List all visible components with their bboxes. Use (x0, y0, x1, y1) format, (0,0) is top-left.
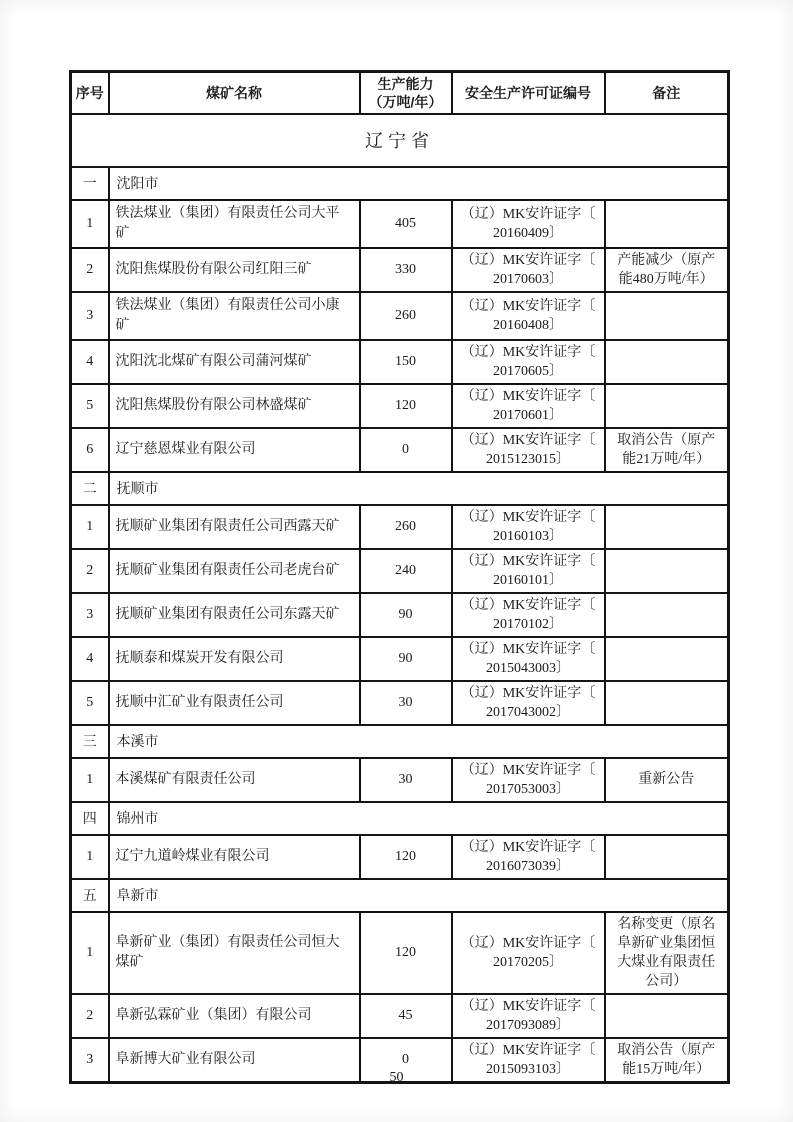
header-col-license: 安全生产许可证编号 (452, 72, 605, 114)
mine-name: 本溪煤矿有限责任公司 (109, 758, 360, 802)
row-number: 3 (71, 292, 109, 340)
city-section-row (71, 802, 729, 835)
capacity-value: 405 (360, 200, 452, 248)
mine-row (71, 637, 729, 681)
table-header-row (71, 72, 729, 114)
license-number (452, 292, 605, 340)
mine-name: 辽宁慈恩煤业有限公司 (109, 428, 360, 472)
section-index: 四 (71, 802, 109, 835)
remark (605, 835, 729, 879)
capacity-value: 30 (360, 758, 452, 802)
license-code: 20160101〕 (493, 572, 563, 588)
row-number: 4 (71, 340, 109, 384)
license-code: 2017043002〕 (486, 704, 570, 720)
license-prefix: （辽）MK安许证字〔 (460, 553, 596, 569)
row-number: 2 (71, 549, 109, 593)
license-number (452, 912, 605, 994)
remark: 产能减少（原产能480万吨/年） (605, 248, 729, 292)
license-code: 20170603〕 (493, 271, 563, 287)
city-section-row (71, 725, 729, 758)
license-number (452, 505, 605, 549)
mine-name: 沈阳沈北煤矿有限公司蒲河煤矿 (109, 340, 360, 384)
row-number: 4 (71, 637, 109, 681)
license-number (452, 200, 605, 248)
mine-name: 阜新弘霖矿业（集团）有限公司 (109, 994, 360, 1038)
capacity-value: 150 (360, 340, 452, 384)
license-prefix: （辽）MK安许证字〔 (460, 206, 596, 222)
license-prefix: （辽）MK安许证字〔 (460, 839, 596, 855)
remark (605, 994, 729, 1038)
license-prefix: （辽）MK安许证字〔 (460, 998, 596, 1014)
mine-name: 沈阳焦煤股份有限公司红阳三矿 (109, 248, 360, 292)
license-number (452, 593, 605, 637)
header-capacity-line2: （万吨/年） (368, 93, 443, 110)
mine-name: 抚顺矿业集团有限责任公司东露天矿 (109, 593, 360, 637)
license-number (452, 637, 605, 681)
license-prefix: （辽）MK安许证字〔 (460, 298, 596, 314)
city-name: 锦州市 (109, 802, 729, 835)
license-number (452, 758, 605, 802)
row-number: 5 (71, 681, 109, 725)
row-number: 2 (71, 994, 109, 1038)
mine-name: 沈阳焦煤股份有限公司林盛煤矿 (109, 384, 360, 428)
license-code: 2015043003〕 (486, 660, 570, 676)
mine-row (71, 384, 729, 428)
section-index: 二 (71, 472, 109, 505)
header-col-capacity (360, 72, 452, 114)
license-prefix: （辽）MK安许证字〔 (460, 344, 596, 360)
mine-row (71, 681, 729, 725)
capacity-value: 0 (360, 1038, 452, 1083)
license-number (452, 428, 605, 472)
license-prefix: （辽）MK安许证字〔 (460, 641, 596, 657)
capacity-value: 45 (360, 994, 452, 1038)
capacity-value: 120 (360, 384, 452, 428)
mine-name: 阜新博大矿业有限公司 (109, 1038, 360, 1083)
license-number (452, 549, 605, 593)
province-name: 辽宁省 (71, 114, 729, 167)
license-code: 20170605〕 (493, 363, 563, 379)
remark (605, 340, 729, 384)
row-number: 1 (71, 200, 109, 248)
city-name: 阜新市 (109, 879, 729, 912)
mine-row (71, 994, 729, 1038)
mine-name: 抚顺中汇矿业有限责任公司 (109, 681, 360, 725)
row-number: 3 (71, 1038, 109, 1083)
capacity-value: 90 (360, 593, 452, 637)
remark: 取消公告（原产能21万吨/年） (605, 428, 729, 472)
remark (605, 637, 729, 681)
row-number: 1 (71, 758, 109, 802)
remark (605, 384, 729, 428)
license-code: 20160103〕 (493, 528, 563, 544)
mine-row (71, 593, 729, 637)
remark: 重新公告 (605, 758, 729, 802)
license-code: 20170102〕 (493, 616, 563, 632)
row-number: 1 (71, 835, 109, 879)
remark: 取消公告（原产能15万吨/年） (605, 1038, 729, 1083)
mine-name: 阜新矿业（集团）有限责任公司恒大煤矿 (109, 912, 360, 994)
mine-name: 抚顺矿业集团有限责任公司西露天矿 (109, 505, 360, 549)
mine-name: 铁法煤业（集团）有限责任公司大平矿 (109, 200, 360, 248)
section-index: 五 (71, 879, 109, 912)
license-number (452, 681, 605, 725)
capacity-value: 90 (360, 637, 452, 681)
row-number: 1 (71, 912, 109, 994)
header-capacity-line1: 生产能力 (377, 75, 434, 92)
license-code: 2017053003〕 (486, 781, 570, 797)
mine-row (71, 292, 729, 340)
section-index: 一 (71, 167, 109, 200)
remark (605, 681, 729, 725)
license-prefix: （辽）MK安许证字〔 (460, 935, 596, 951)
city-section-row (71, 472, 729, 505)
row-number: 5 (71, 384, 109, 428)
mine-row (71, 912, 729, 994)
license-prefix: （辽）MK安许证字〔 (460, 597, 596, 613)
capacity-value: 120 (360, 912, 452, 994)
mine-row (71, 340, 729, 384)
section-index: 三 (71, 725, 109, 758)
remark (605, 549, 729, 593)
license-code: 20160409〕 (493, 225, 563, 241)
remark (605, 505, 729, 549)
mine-row (71, 248, 729, 292)
row-number: 1 (71, 505, 109, 549)
city-name: 抚顺市 (109, 472, 729, 505)
license-code: 2015123015〕 (486, 451, 570, 467)
license-prefix: （辽）MK安许证字〔 (460, 388, 596, 404)
remark: 名称变更（原名阜新矿业集团恒大煤业有限责任公司） (605, 912, 729, 994)
coal-mine-table (69, 70, 730, 1084)
mine-row (71, 200, 729, 248)
row-number: 6 (71, 428, 109, 472)
license-number (452, 835, 605, 879)
remark (605, 200, 729, 248)
license-code: 2016073039〕 (486, 858, 570, 874)
capacity-value: 260 (360, 505, 452, 549)
license-number (452, 384, 605, 428)
license-prefix: （辽）MK安许证字〔 (460, 252, 596, 268)
row-number: 3 (71, 593, 109, 637)
mine-name: 铁法煤业（集团）有限责任公司小康矿 (109, 292, 360, 340)
header-col-mine-name: 煤矿名称 (109, 72, 360, 114)
city-name: 沈阳市 (109, 167, 729, 200)
mine-name: 抚顺泰和煤炭开发有限公司 (109, 637, 360, 681)
license-prefix: （辽）MK安许证字〔 (460, 762, 596, 778)
license-prefix: （辽）MK安许证字〔 (460, 509, 596, 525)
capacity-value: 120 (360, 835, 452, 879)
header-col-remark: 备注 (605, 72, 729, 114)
remark (605, 292, 729, 340)
province-row (71, 114, 729, 167)
mine-name: 辽宁九道岭煤业有限公司 (109, 835, 360, 879)
license-prefix: （辽）MK安许证字〔 (460, 1042, 596, 1058)
capacity-value: 0 (360, 428, 452, 472)
mine-row (71, 835, 729, 879)
capacity-value: 240 (360, 549, 452, 593)
row-number: 2 (71, 248, 109, 292)
city-section-row (71, 167, 729, 200)
license-prefix: （辽）MK安许证字〔 (460, 685, 596, 701)
license-code: 2017093089〕 (486, 1017, 570, 1033)
license-code: 2015093103〕 (486, 1061, 570, 1077)
license-number (452, 340, 605, 384)
mine-row (71, 428, 729, 472)
license-prefix: （辽）MK安许证字〔 (460, 432, 596, 448)
mine-name: 抚顺矿业集团有限责任公司老虎台矿 (109, 549, 360, 593)
license-code: 20170601〕 (493, 407, 563, 423)
license-number (452, 994, 605, 1038)
capacity-value: 30 (360, 681, 452, 725)
license-code: 20160408〕 (493, 317, 563, 333)
city-name: 本溪市 (109, 725, 729, 758)
capacity-value: 330 (360, 248, 452, 292)
license-code: 20170205〕 (493, 954, 563, 970)
remark (605, 593, 729, 637)
license-number (452, 248, 605, 292)
city-section-row (71, 879, 729, 912)
mine-row (71, 505, 729, 549)
page-number: 50 (389, 1070, 404, 1085)
mine-row (71, 758, 729, 802)
capacity-value: 260 (360, 292, 452, 340)
mine-row (71, 549, 729, 593)
header-col-number: 序号 (71, 72, 109, 114)
